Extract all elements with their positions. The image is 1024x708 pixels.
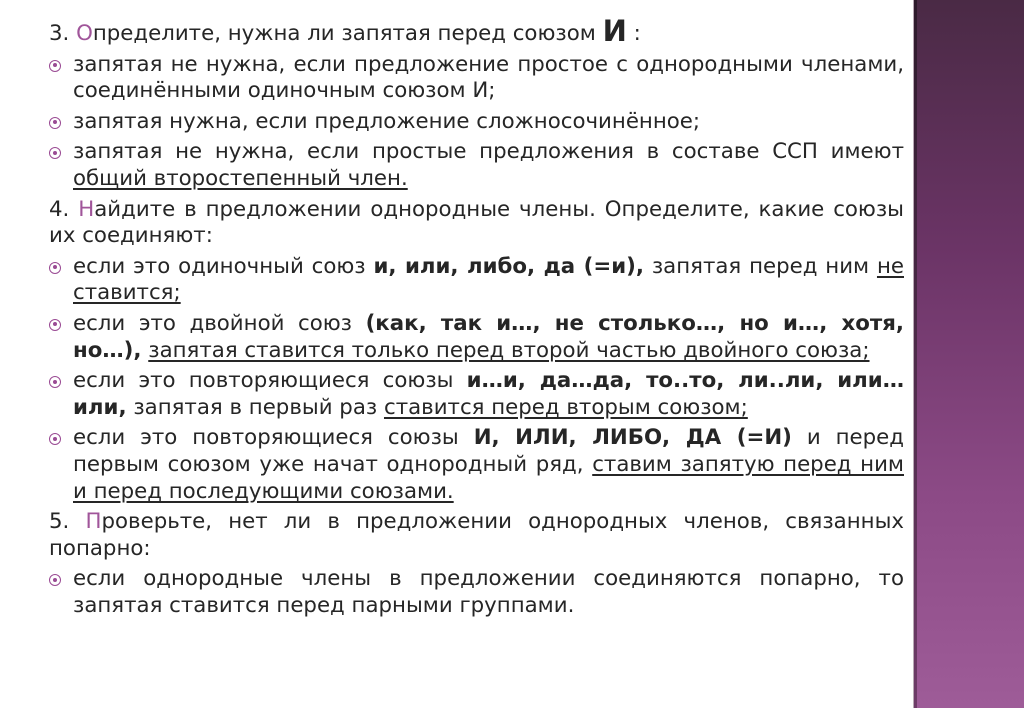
bullet-text: запятая в первый раз: [126, 394, 384, 420]
bullet-icon: [49, 147, 61, 159]
bullet-icon: [49, 262, 61, 274]
bullet-icon: [49, 574, 61, 586]
step-number: 3.: [49, 21, 77, 46]
bold-conjunctions: и, или, либо, да (=и),: [373, 253, 644, 279]
step-text: роверьте, нет ли в предложении однородных членов, связанных попарно:: [49, 509, 904, 561]
bullet-icon: [49, 117, 61, 129]
step-text: айдите в предложении однородные члены. Определите, какие союзы их соединяют:: [49, 196, 904, 249]
bullet-text: если это повторяющиеся союзы: [73, 368, 467, 394]
bold-conjunctions: и…и, да…да, то..то, ли..ли, или…или,: [73, 368, 904, 420]
bullet-text: запятая нужна, если предложение сложносочинённое;: [73, 108, 701, 134]
step-initial-letter: П: [85, 509, 102, 535]
bullet-text: и перед первым союзом уже начат однородный ряд,: [73, 425, 904, 477]
bold-conjunctions: (как, так и…, не столько…, но и…, хотя, но…),: [73, 310, 904, 363]
decorative-side-band: [913, 0, 1024, 708]
underlined-rule: общий второстепенный член.: [73, 165, 408, 191]
underlined-rule: ставим запятую перед ним и перед последующими союзами.: [73, 451, 904, 504]
bullet-icon: [49, 433, 61, 445]
bullet-text: запятая не нужна, если простые предложения в составе ССП имеют: [73, 139, 904, 165]
underlined-rule: запятая ставится только перед второй частью двойного союза;: [148, 337, 870, 363]
underlined-rule: ставится перед вторым союзом;: [383, 394, 748, 420]
underlined-rule: не ставится;: [73, 253, 904, 306]
bullet-icon: [49, 376, 61, 388]
step-number: 4.: [49, 196, 79, 222]
bullet-icon: [49, 319, 61, 331]
step-number: 5.: [49, 509, 86, 535]
step-5-heading: [49, 509, 904, 562]
bullet-item: [49, 52, 904, 105]
rules-text: [49, 14, 904, 623]
step-text: пределите, нужна ли запятая перед союзом: [92, 21, 603, 46]
bullet-text: если однородные члены в предложении соединяются попарно, то запятая ставится перед парными группами.: [73, 566, 904, 618]
bullet-item: [49, 566, 904, 619]
bullet-item: [49, 109, 904, 136]
bullet-item: [49, 254, 904, 307]
conjunction-i: И: [602, 14, 627, 48]
step-3-heading: [49, 14, 904, 48]
bullet-text: запятая перед ним: [644, 253, 877, 279]
step-4-heading: [49, 197, 904, 250]
bullet-text: если это повторяющиеся союзы: [73, 425, 474, 451]
step-colon: :: [626, 21, 641, 46]
bold-conjunctions: И, ИЛИ, ЛИБО, ДА (=И): [473, 425, 792, 451]
bullet-item: [49, 368, 904, 421]
step-initial-letter: Н: [78, 196, 95, 222]
step-initial-letter: О: [76, 21, 93, 46]
bullet-text: запятая не нужна, если предложение простое с однородными членами, соединёнными одиночным союзом И;: [73, 51, 904, 104]
bullet-item: [49, 425, 904, 505]
bullet-text: если это одиночный союз: [73, 253, 374, 279]
bullet-item: [49, 139, 904, 192]
bullet-icon: [49, 60, 61, 72]
side-band-edge: [914, 0, 917, 708]
bullet-text: если это двойной союз: [73, 310, 366, 336]
bullet-item: [49, 311, 904, 364]
